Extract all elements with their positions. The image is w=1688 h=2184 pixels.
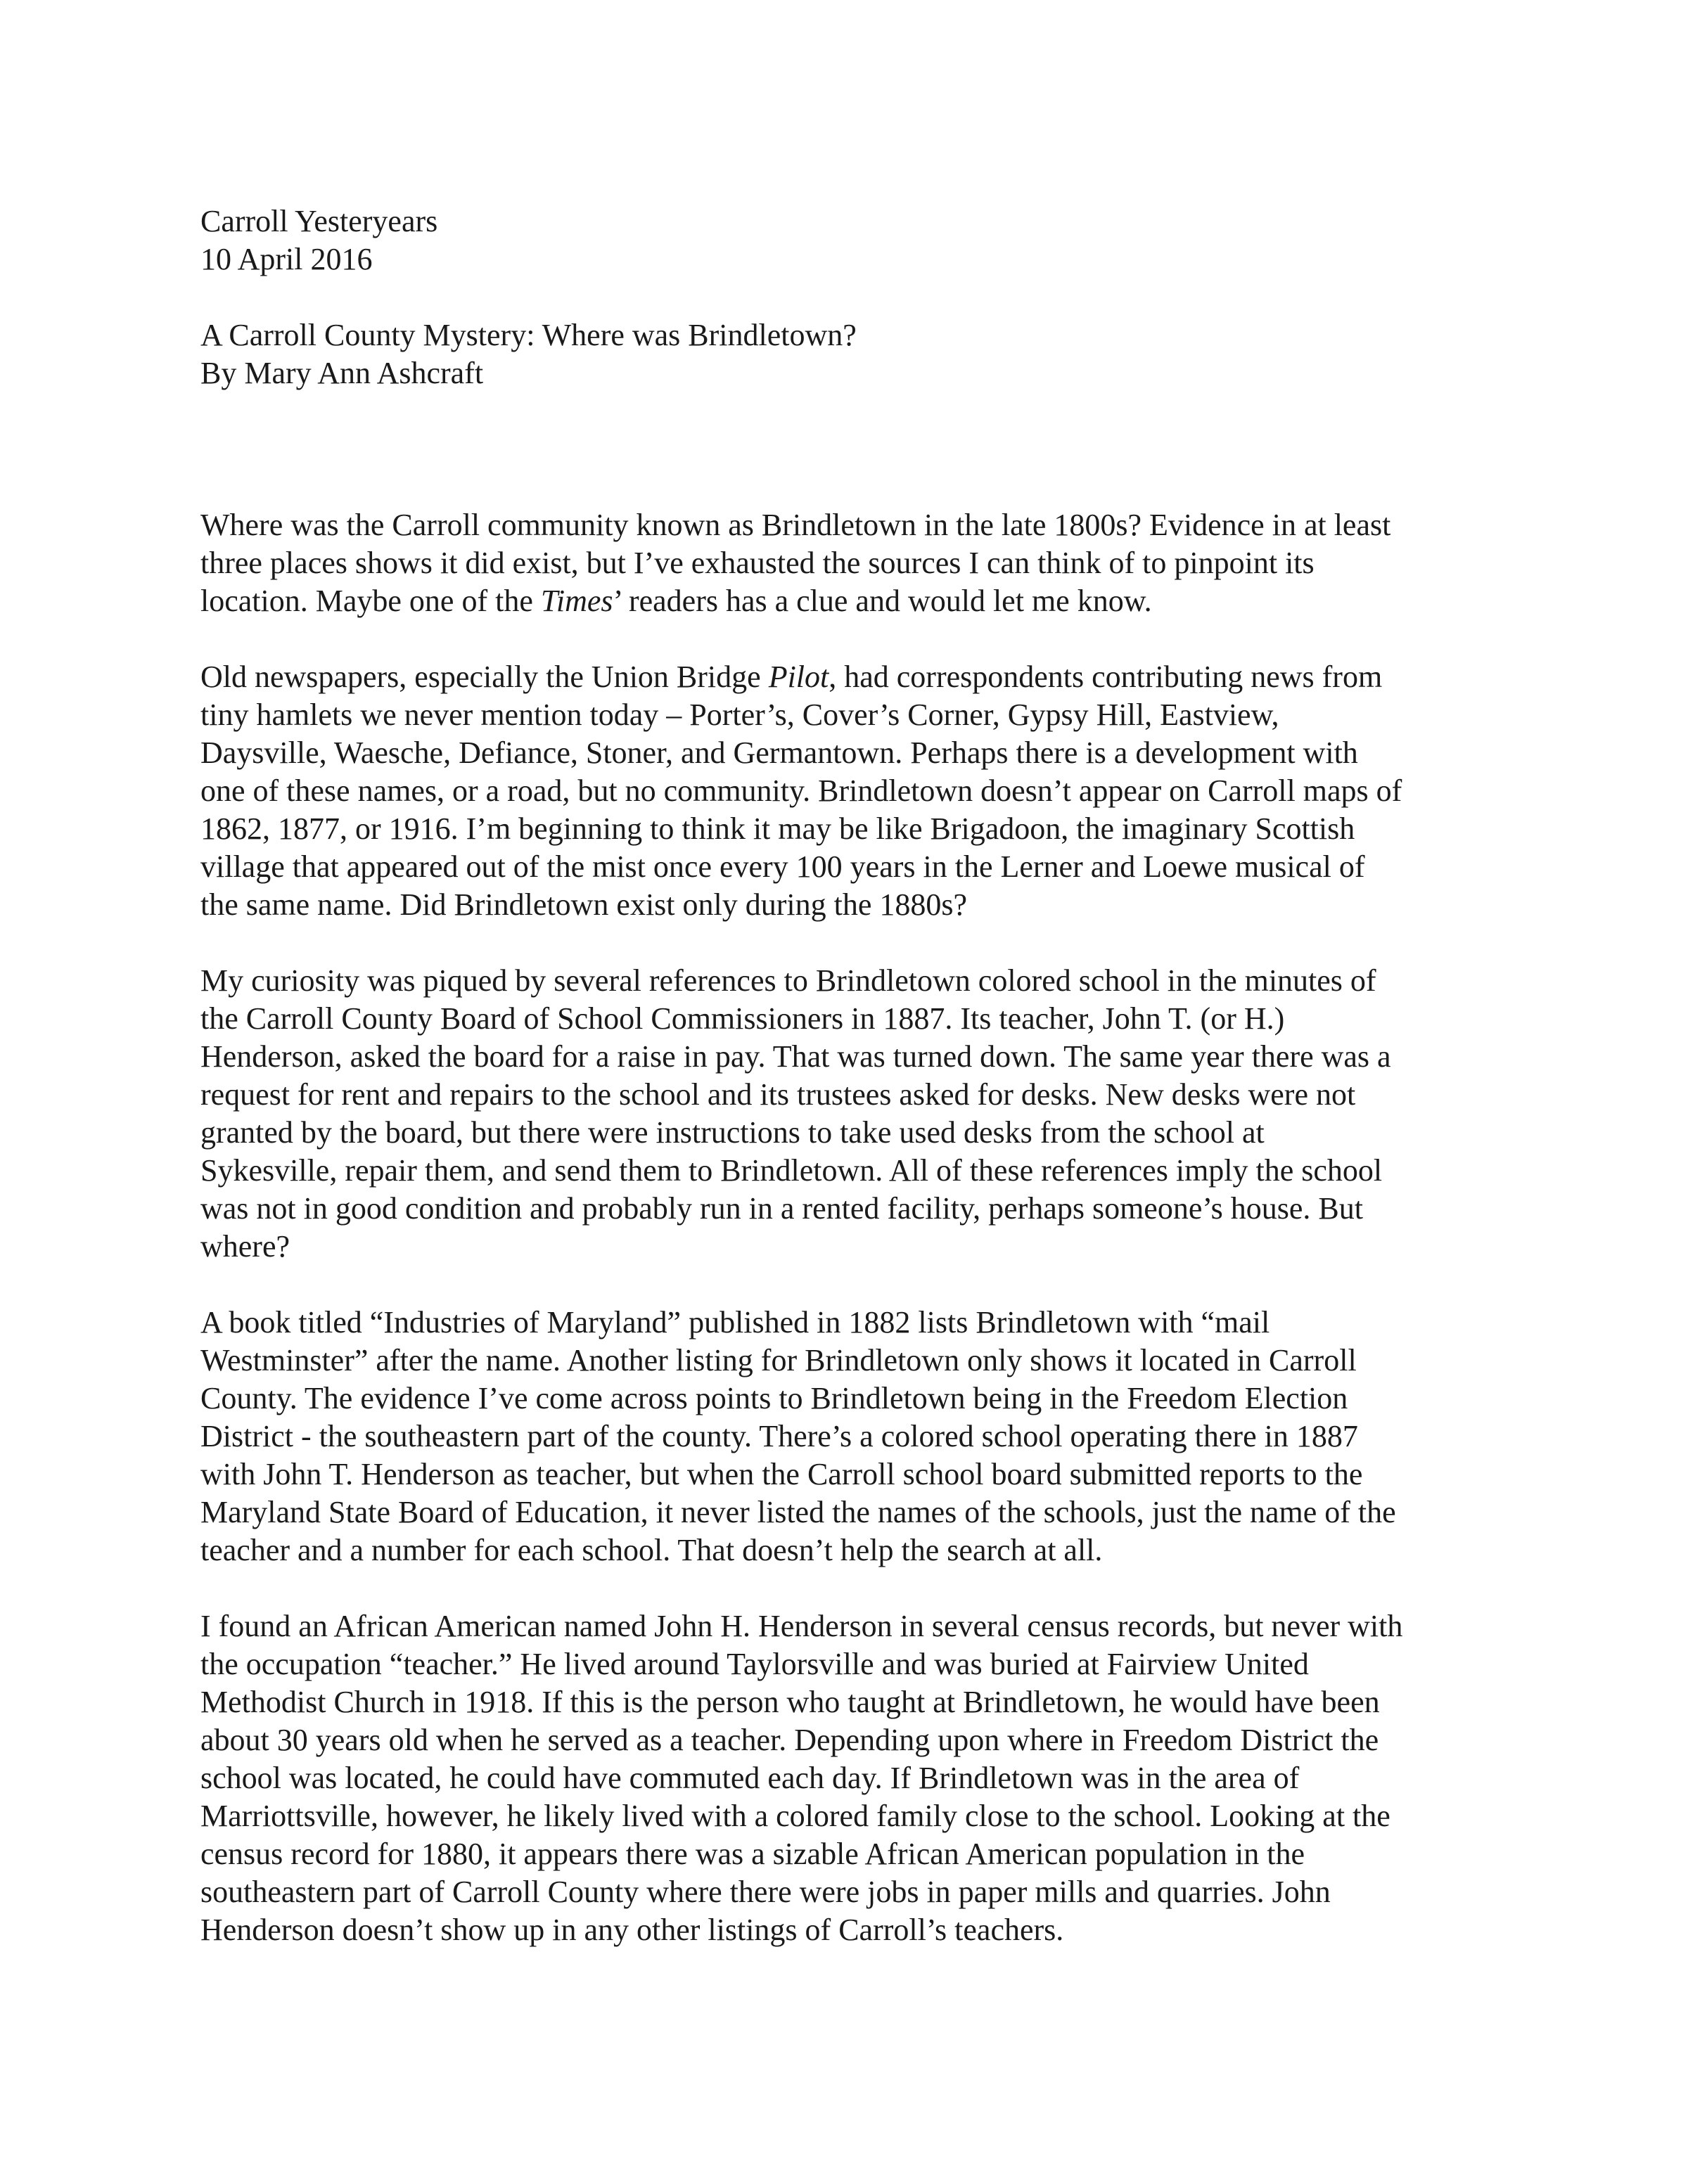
paragraph-1 bbox=[200, 506, 1509, 620]
column-name: Carroll Yesteryears bbox=[200, 204, 438, 238]
text-line: three places shows it did exist, but I’ve exhausted the sources I can think of to pinpoint its bbox=[200, 546, 1315, 580]
article-byline: By Mary Ann Ashcraft bbox=[200, 356, 484, 390]
text-run: Old newspapers, especially the Union Bridge bbox=[200, 660, 769, 694]
text-line: Marriottsville, however, he likely lived with a colored family close to the school. Looking at the bbox=[200, 1799, 1390, 1833]
text-line bbox=[200, 582, 1509, 620]
text-line: My curiosity was piqued by several references to Brindletown colored school in the minutes of bbox=[200, 963, 1376, 998]
text-line: Henderson, asked the board for a raise in pay. That was turned down. The same year there was a bbox=[200, 1039, 1391, 1074]
text-line: A book titled “Industries of Maryland” published in 1882 lists Brindletown with “mail bbox=[200, 1305, 1270, 1340]
text-line: District - the southeastern part of the county. There’s a colored school operating there in 1887 bbox=[200, 1419, 1358, 1453]
text-line: granted by the board, but there were instructions to take used desks from the school at bbox=[200, 1115, 1265, 1150]
text-line: the Carroll County Board of School Commissioners in 1887. Its teacher, John T. (or H.) bbox=[200, 1001, 1285, 1036]
text-line: village that appeared out of the mist once every 100 years in the Lerner and Loewe musical of bbox=[200, 849, 1365, 884]
text-run: , had correspondents contributing news from bbox=[829, 660, 1383, 694]
paragraph-4 bbox=[200, 1304, 1509, 1569]
paragraph-3 bbox=[200, 962, 1509, 1266]
text-line: the same name. Did Brindletown exist only during the 1880s? bbox=[200, 887, 968, 922]
text-line: Westminster” after the name. Another listing for Brindletown only shows it located in Carroll bbox=[200, 1343, 1357, 1377]
paragraph-5 bbox=[200, 1607, 1509, 1949]
text-line: teacher and a number for each school. That doesn’t help the search at all. bbox=[200, 1533, 1103, 1567]
document-body bbox=[200, 203, 1509, 1987]
text-line: Daysville, Waesche, Defiance, Stoner, and Germantown. Perhaps there is a development with bbox=[200, 736, 1358, 770]
text-line: school was located, he could have commuted each day. If Brindletown was in the area of bbox=[200, 1761, 1300, 1795]
text-line: tiny hamlets we never mention today – Porter’s, Cover’s Corner, Gypsy Hill, Eastview, bbox=[200, 698, 1279, 732]
column-date: 10 April 2016 bbox=[200, 242, 373, 276]
column-header bbox=[200, 203, 1509, 278]
text-line: Methodist Church in 1918. If this is the person who taught at Brindletown, he would have been bbox=[200, 1685, 1380, 1719]
text-line: County. The evidence I’ve come across points to Brindletown being in the Freedom Election bbox=[200, 1381, 1348, 1415]
newspaper-name-times: Times bbox=[540, 584, 613, 618]
text-line: census record for 1880, it appears there was a sizable African American population in the bbox=[200, 1837, 1305, 1871]
text-line: I found an African American named John H. Henderson in several census records, but never with bbox=[200, 1609, 1403, 1643]
text-line: Where was the Carroll community known as Brindletown in the late 1800s? Evidence in at least bbox=[200, 508, 1391, 542]
text-run: location. Maybe one of the bbox=[200, 584, 541, 618]
text-line: where? bbox=[200, 1229, 290, 1264]
paragraph-2 bbox=[200, 658, 1509, 924]
text-line: Maryland State Board of Education, it never listed the names of the schools, just the name of the bbox=[200, 1495, 1396, 1529]
text-line: the occupation “teacher.” He lived around Taylorsville and was buried at Fairview United bbox=[200, 1647, 1309, 1681]
text-line: was not in good condition and probably run in a rented facility, perhaps someone’s house. But bbox=[200, 1191, 1363, 1226]
text-run: ’ readers has a clue and would let me know. bbox=[613, 584, 1152, 618]
article-heading bbox=[200, 316, 1509, 392]
text-line: Sykesville, repair them, and send them to Brindletown. All of these references imply the school bbox=[200, 1153, 1383, 1188]
article-title: A Carroll County Mystery: Where was Brindletown? bbox=[200, 318, 857, 352]
text-line bbox=[200, 658, 1509, 696]
text-line: Henderson doesn’t show up in any other listings of Carroll’s teachers. bbox=[200, 1913, 1064, 1947]
text-line: request for rent and repairs to the school and its trustees asked for desks. New desks were not bbox=[200, 1077, 1356, 1112]
text-line: with John T. Henderson as teacher, but when the Carroll school board submitted reports to the bbox=[200, 1457, 1363, 1491]
newspaper-name-pilot: Pilot bbox=[768, 660, 829, 694]
text-line: about 30 years old when he served as a teacher. Depending upon where in Freedom District the bbox=[200, 1723, 1379, 1757]
text-line: one of these names, or a road, but no community. Brindletown doesn’t appear on Carroll maps of bbox=[200, 773, 1402, 808]
text-line: southeastern part of Carroll County where there were jobs in paper mills and quarries. John bbox=[200, 1875, 1331, 1909]
text-line: 1862, 1877, or 1916. I’m beginning to think it may be like Brigadoon, the imaginary Scottish bbox=[200, 811, 1355, 846]
